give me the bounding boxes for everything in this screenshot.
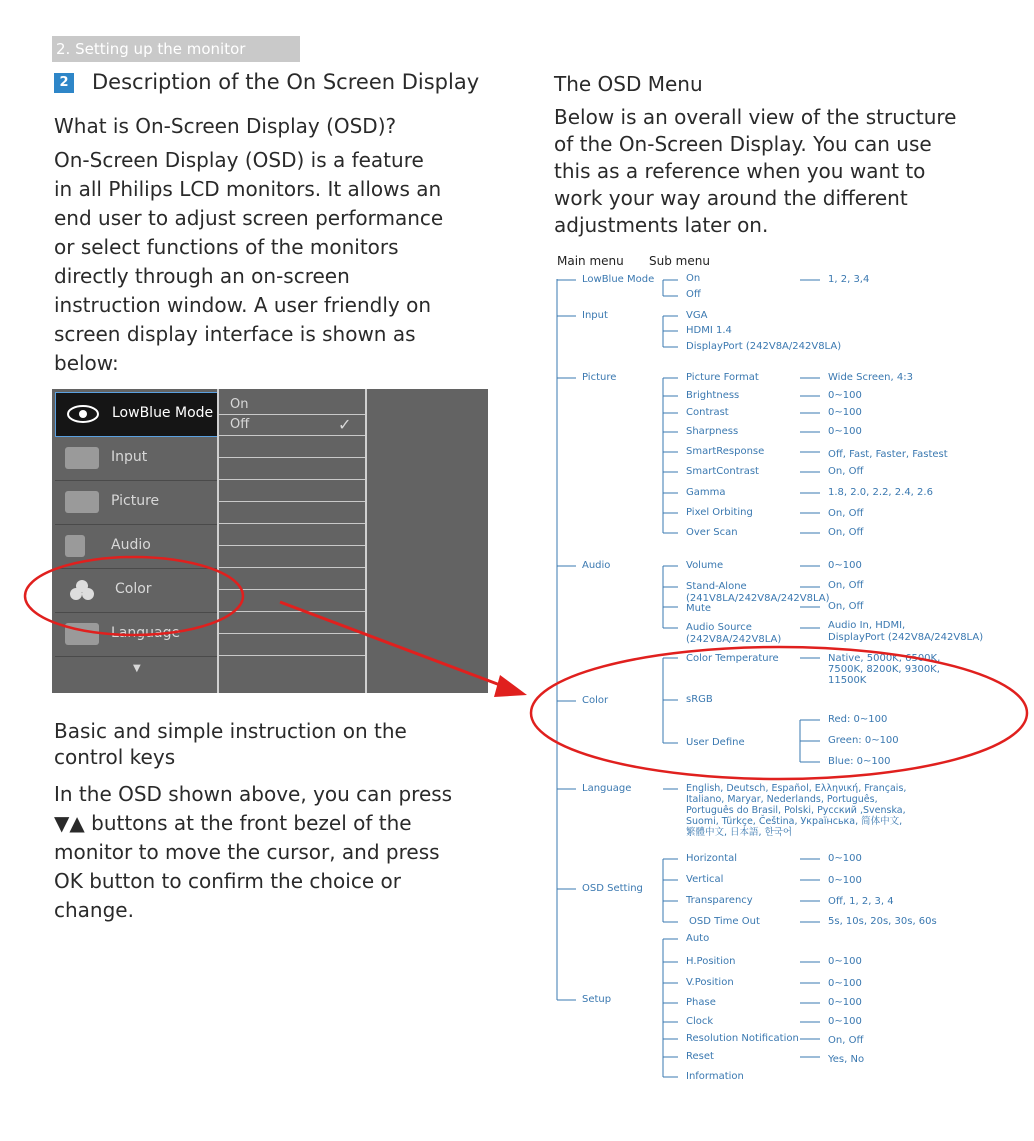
tree-sub-item: User Define	[686, 737, 745, 748]
tree-sub-item: Vertical	[686, 874, 724, 885]
tree-sub-item: SmartResponse	[686, 446, 765, 457]
tree-sub-item: Auto	[686, 933, 710, 944]
tree-value: On, Off	[828, 580, 864, 591]
tree-value: 0~100	[828, 997, 862, 1008]
tree-value: Yes, No	[828, 1054, 865, 1065]
tree-sub-item: Mute	[686, 603, 712, 614]
heading-number: 2	[54, 73, 74, 93]
tree-sub-item: Stand-Alone	[686, 581, 747, 592]
tree-value: Red: 0~100	[828, 714, 888, 725]
tree-value: 0~100	[828, 978, 862, 989]
tree-sub-item: V.Position	[686, 977, 734, 988]
tree-sub-item: (241V8LA/242V8A/242V8LA)	[686, 593, 830, 604]
tree-sub-item: Gamma	[686, 487, 726, 498]
tree-value: Off, Fast, Faster, Fastest	[828, 449, 948, 460]
tree-value: On, Off	[828, 527, 864, 538]
tree-value: 0~100	[828, 875, 862, 886]
tree-sub-item: Volume	[686, 560, 724, 571]
tree-sub-item: Brightness	[686, 390, 740, 401]
tree-main-input: Input	[582, 310, 608, 321]
tree-sub-item: Phase	[686, 997, 716, 1008]
what-is-osd-heading: What is On-Screen Display (OSD)?	[54, 114, 397, 138]
tree-value: On, Off	[828, 508, 864, 519]
tree-main-audio: Audio	[582, 560, 611, 571]
control-keys-description: In the OSD shown above, you can press ▼▲ buttons at the front bezel of the monitor to move the cursor, and press OK button to confirm the choice or change.	[54, 782, 453, 922]
tree-sub-item: SmartContrast	[686, 466, 759, 477]
tree-value: 0~100	[828, 956, 862, 967]
tree-value: 0~100	[828, 853, 862, 864]
section-tag: 2. Setting up the monitor	[52, 36, 300, 62]
tree-main-lowblue: LowBlue Mode	[582, 274, 655, 285]
check-icon: ✓	[338, 415, 352, 434]
tree-main-picture: Picture	[582, 372, 617, 383]
tree-sub-item: Clock	[686, 1016, 714, 1027]
tree-value: 0~100	[828, 390, 862, 401]
sub-menu-label: Sub menu	[649, 254, 710, 268]
tree-sub-item: Contrast	[686, 407, 729, 418]
tree-main-language: Language	[582, 783, 632, 794]
tree-value: On, Off	[828, 601, 864, 612]
tree-sub-item: H.Position	[686, 956, 736, 967]
tree-value: Blue: 0~100	[828, 756, 891, 767]
osd-item-audio: Audio	[55, 525, 219, 569]
tree-value: 0~100	[828, 426, 862, 437]
osd-item-lowblue: LowBlue Mode	[55, 392, 219, 437]
tree-value: 0~100	[828, 560, 862, 571]
tree-sub-item: Reset	[686, 1051, 714, 1062]
main-menu-label: Main menu	[557, 254, 624, 268]
tree-sub-item: Off	[686, 289, 701, 300]
tree-value: On, Off	[828, 1035, 864, 1046]
tree-sub-item: Audio Source	[686, 622, 752, 633]
osd-item-input: Input	[55, 437, 219, 481]
tree-sub-item: Over Scan	[686, 527, 738, 538]
tree-value: 0~100	[828, 1016, 862, 1027]
tree-sub-item: Resolution Notification	[686, 1033, 799, 1044]
tree-language-list: English, Deutsch, Español, Ελληνική, Français, Italiano, Maryar, Nederlands, Português, Português do Brasil, Polski, Русский ,Svenska, Suomi, Türkçe, Čeština, Українська, 简体中文, 繁體中文, 日本語, 한국어	[686, 783, 907, 838]
osd-description: On-Screen Display (OSD) is a feature in all Philips LCD monitors. It allows an end user to adjust screen performance or select functions of the monitors directly through an on-screen instruction window. A user friendly on screen display interface is shown as below:	[54, 148, 444, 375]
tree-value: 0~100	[828, 407, 862, 418]
tree-sub-item: Horizontal	[686, 853, 738, 864]
tree-sub-item: Picture Format	[686, 372, 759, 383]
tree-value: 1, 2, 3,4	[828, 274, 870, 285]
tree-sub-item: Sharpness	[686, 426, 739, 437]
tree-value: Wide Screen, 4:3	[828, 372, 913, 383]
tree-value: DisplayPort (242V8A/242V8LA)	[828, 632, 984, 643]
tree-sub-item: Pixel Orbiting	[686, 507, 753, 518]
tree-sub-item: Color Temperature	[686, 653, 779, 664]
tree-sub-item: OSD Time Out	[689, 916, 760, 927]
osd-option-on: On	[230, 397, 249, 412]
osd-item-color: Color	[55, 569, 219, 613]
osd-option-off: Off	[230, 417, 250, 432]
section-heading: Description of the On Screen Display	[92, 70, 480, 94]
tree-sub-item: On	[686, 273, 701, 284]
tree-sub-item: HDMI 1.4	[686, 325, 732, 336]
tree-sub-item: DisplayPort (242V8A/242V8LA)	[686, 341, 842, 352]
tree-value: Native, 5000K, 6500K, 7500K, 8200K, 9300K, 11500K	[828, 653, 941, 686]
tree-value: 1.8, 2.0, 2.2, 2.4, 2.6	[828, 487, 933, 498]
tree-value: On, Off	[828, 466, 864, 477]
osd-item-language: Language	[55, 613, 219, 657]
control-keys-heading: Basic and simple instruction on the control keys	[54, 719, 407, 769]
tree-main-setup: Setup	[582, 994, 612, 1005]
tree-sub-item: VGA	[686, 310, 708, 321]
tree-sub-item: Transparency	[686, 895, 753, 906]
tree-sub-item: sRGB	[686, 694, 713, 705]
tree-sub-item: Information	[686, 1071, 744, 1082]
tree-value: Audio In, HDMI,	[828, 620, 906, 631]
tree-main-osd-setting: OSD Setting	[582, 883, 643, 894]
osd-menu-description: Below is an overall view of the structure of the On-Screen Display. You can use this as a reference when you want to work your way around the different adjustments later on.	[554, 105, 957, 237]
tree-value: 5s, 10s, 20s, 30s, 60s	[828, 916, 937, 927]
osd-menu-title: The OSD Menu	[554, 72, 703, 96]
tree-value: Green: 0~100	[828, 735, 899, 746]
osd-item-picture: Picture	[55, 481, 219, 525]
osd-more: ▼	[133, 663, 141, 674]
tree-value: Off, 1, 2, 3, 4	[828, 896, 894, 907]
tree-sub-item: (242V8A/242V8LA)	[686, 634, 782, 645]
tree-main-color: Color	[582, 695, 609, 706]
